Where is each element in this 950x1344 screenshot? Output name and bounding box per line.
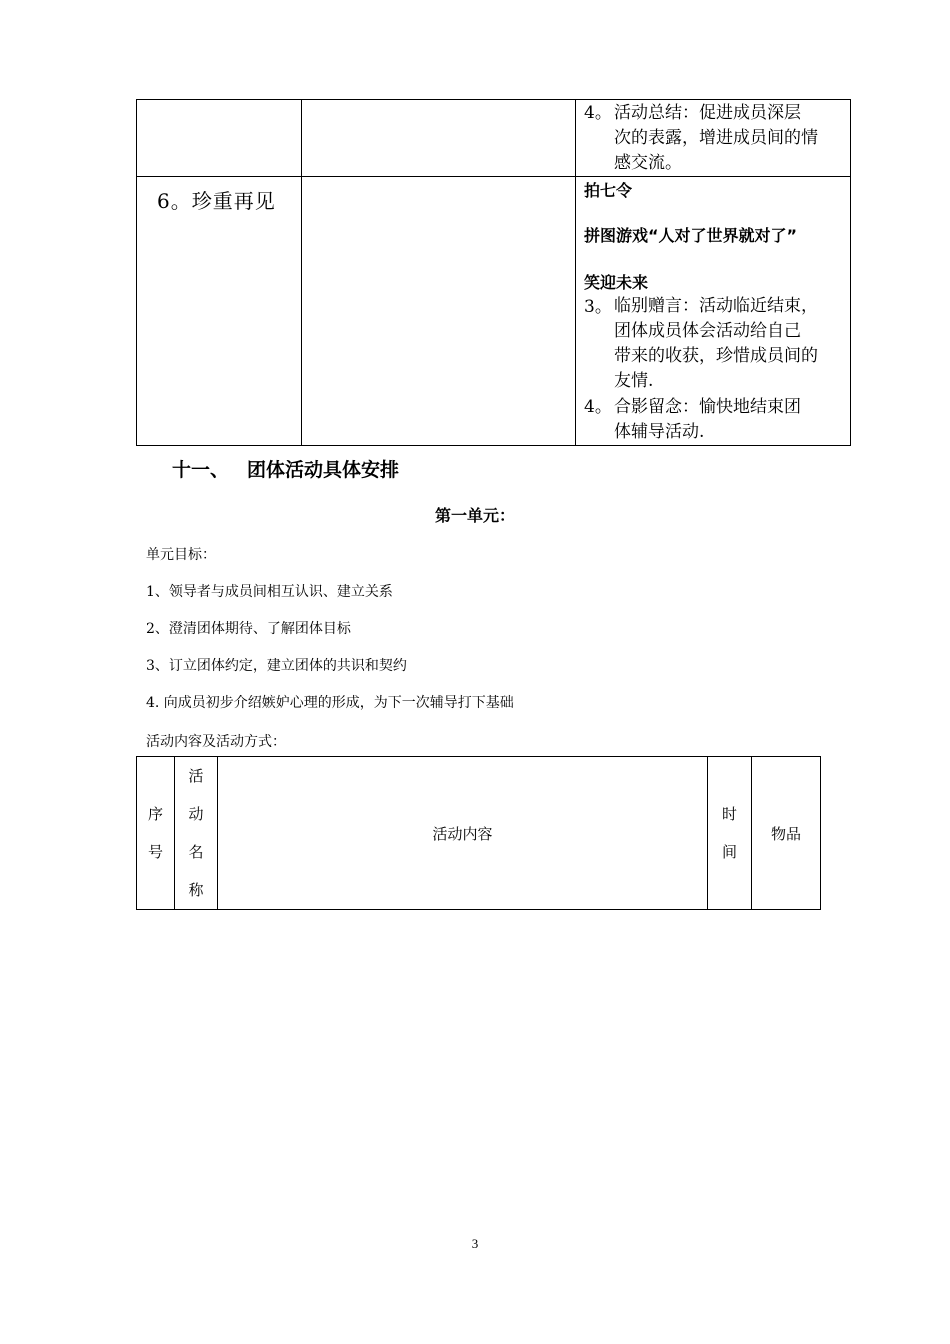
item-line: 活动总结：促进成员深层 bbox=[614, 103, 801, 123]
section-heading bbox=[172, 455, 399, 482]
table-cell bbox=[137, 177, 302, 446]
activity-table bbox=[136, 756, 821, 910]
activity-title: 拍七令 bbox=[584, 181, 633, 200]
table-header-row bbox=[137, 757, 821, 910]
item-index: 4。 bbox=[584, 103, 612, 123]
header-char: 动 bbox=[188, 805, 204, 823]
section-title: 团体活动具体安排 bbox=[247, 459, 400, 481]
header-char: 时 bbox=[721, 805, 737, 823]
header-char: 称 bbox=[188, 881, 204, 899]
table-row bbox=[137, 177, 851, 446]
header-char: 间 bbox=[721, 843, 737, 861]
unit-goals-label: 单元目标： bbox=[146, 547, 216, 563]
header-char: 名 bbox=[188, 843, 204, 861]
unit-title: 6。珍重再见 bbox=[157, 189, 276, 213]
col-content-header: 活动内容 bbox=[218, 757, 708, 910]
item-line: 团体成员体会活动给自己 bbox=[614, 321, 801, 341]
col-seq-header bbox=[137, 757, 175, 910]
goal-item: 4. 向成员初步介绍嫉妒心理的形成，为下一次辅导打下基础 bbox=[146, 695, 514, 711]
col-time-header bbox=[708, 757, 752, 910]
activity-title: 笑迎未来 bbox=[584, 273, 649, 292]
plan-table bbox=[136, 99, 851, 446]
item-line: 临别赠言：活动临近结束， bbox=[614, 296, 818, 316]
activity-title: 拼图游戏“人对了世界就对了” bbox=[584, 226, 798, 245]
table-cell bbox=[576, 100, 851, 177]
goal-item: 1、领导者与成员间相互认识、建立关系 bbox=[146, 584, 393, 600]
table-cell bbox=[302, 100, 576, 177]
header-char: 活 bbox=[188, 767, 204, 785]
col-name-header bbox=[175, 757, 218, 910]
goal-item: 3、订立团体约定，建立团体的共识和契约 bbox=[146, 658, 407, 674]
table-cell bbox=[302, 177, 576, 446]
activity-label: 活动内容及活动方式： bbox=[146, 734, 286, 750]
col-items-header: 物品 bbox=[752, 757, 821, 910]
unit-heading: 第一单元： bbox=[434, 506, 515, 525]
item-line: 合影留念：愉快地结束团 bbox=[614, 397, 801, 417]
table-cell bbox=[576, 177, 851, 446]
activity-item bbox=[576, 394, 850, 445]
item-line: 友情. bbox=[614, 371, 654, 391]
section-number: 十一、 bbox=[172, 459, 230, 481]
table-row bbox=[137, 100, 851, 177]
header-char: 序 bbox=[147, 805, 163, 823]
item-index: 3。 bbox=[584, 297, 612, 317]
item-line: 带来的收获，珍惜成员间的 bbox=[614, 346, 818, 366]
header-char: 号 bbox=[147, 843, 163, 861]
activity-item bbox=[576, 100, 850, 176]
activity-item bbox=[576, 294, 850, 394]
page-number: 3 bbox=[471, 1236, 479, 1251]
goal-item: 2、澄清团体期待、了解团体目标 bbox=[146, 621, 351, 637]
item-line: 体辅导活动. bbox=[614, 422, 705, 442]
table-cell bbox=[137, 100, 302, 177]
item-line: 感交流。 bbox=[614, 153, 682, 173]
item-index: 4。 bbox=[584, 397, 612, 417]
item-line: 次的表露，增进成员间的情 bbox=[614, 128, 818, 148]
